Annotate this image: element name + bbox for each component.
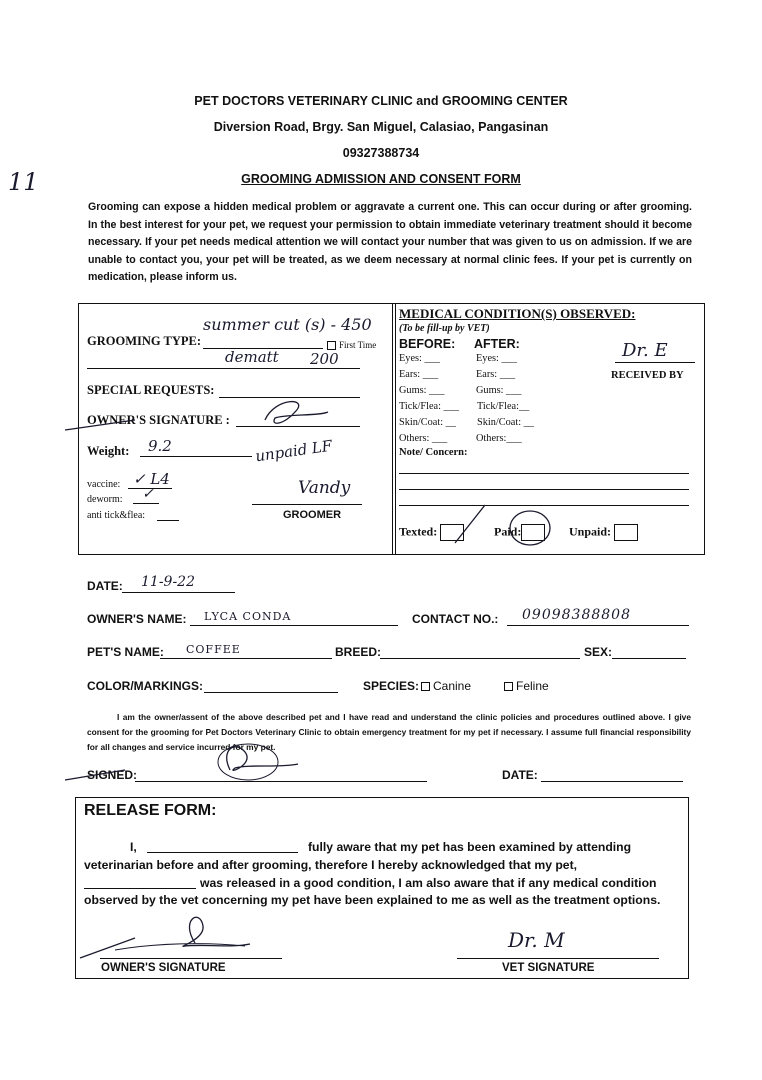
release-owner-label: OWNER'S SIGNATURE: [101, 962, 226, 974]
owner-signature-mark: [60, 392, 340, 437]
release-vet-label: VET SIGNATURE: [502, 962, 595, 974]
release-title: RELEASE FORM:: [84, 802, 217, 819]
consent-signature-mark: [60, 740, 320, 785]
grooming-type-label: GROOMING TYPE:: [87, 334, 202, 348]
color-line[interactable]: [204, 692, 338, 693]
antitick-label: anti tick&flea:: [87, 510, 146, 521]
canine-option[interactable]: [421, 679, 471, 693]
color-label: COLOR/MARKINGS:: [87, 679, 203, 693]
first-time-option[interactable]: [327, 340, 376, 350]
release-pet-line[interactable]: [84, 888, 196, 889]
medical-subtitle: (To be fill-up by VET): [399, 323, 490, 334]
owner-name-value[interactable]: LYCA CONDA: [204, 610, 292, 623]
note-label: Note/ Concern:: [399, 447, 468, 458]
consent-text: I am the owner/assent of the above described pet and I have read and understand the clinic policies and procedures outlined above. I give consent for the grooming for Pet Doctors Veterinary Clinic to obtain emergency treatment for my pet if necessary. I assume full financial responsibility for all changes and service incurred for my pet.: [87, 712, 691, 752]
before-gums: Gums: ___: [399, 385, 445, 396]
paid-label: Paid:: [494, 524, 522, 539]
vaccine-value[interactable]: ✓ L4: [133, 470, 170, 488]
breed-line[interactable]: [380, 658, 580, 659]
received-by-signature: Dr. E: [622, 340, 668, 361]
weight-value[interactable]: 9.2: [148, 437, 172, 455]
vaccine-label: vaccine:: [87, 479, 121, 490]
groomer-signature: Vandy: [298, 478, 351, 498]
after-gums: Gums: ___: [476, 385, 522, 396]
release-line3: was released in a good condition, I am also aware that if any medical condition: [200, 876, 657, 890]
feline-label: Feline: [516, 679, 549, 693]
date-value[interactable]: 11-9-22: [141, 574, 195, 590]
grooming-type-value[interactable]: summer cut (s) - 450: [203, 315, 372, 334]
before-others: Others: ___: [399, 433, 448, 444]
unpaid-option[interactable]: [569, 524, 638, 541]
note-line-2[interactable]: [399, 489, 689, 490]
first-time-checkbox[interactable]: [327, 341, 336, 350]
consent-date-label: DATE:: [502, 768, 538, 782]
release-line1: fully aware that my pet has been examined by attending: [308, 840, 632, 854]
deworm-value[interactable]: ✓: [142, 486, 154, 502]
first-time-label: First Time: [339, 340, 377, 350]
after-ears: Ears: ___: [476, 369, 516, 380]
release-line4: observed by the vet concerning my pet have been explained to me as well as the treatment options.: [84, 893, 661, 907]
feline-option[interactable]: [504, 679, 549, 693]
signed-label: SIGNED:: [87, 768, 138, 782]
owner-name-label: OWNER'S NAME:: [87, 612, 187, 626]
clinic-address: Diversion Road, Brgy. San Miguel, Calasiao, Pangasinan: [213, 120, 549, 134]
received-by-label: RECEIVED BY: [611, 370, 684, 381]
release-line2: veterinarian before and after grooming, therefore I hereby acknowledged that my pet,: [84, 858, 578, 872]
pet-name-label: PET'S NAME:: [87, 645, 164, 659]
grooming-type-value-2[interactable]: dematt: [225, 348, 279, 366]
groomer-label: GROOMER: [283, 509, 342, 521]
pet-name-value[interactable]: COFFEE: [186, 643, 241, 656]
consent-date-line[interactable]: [541, 781, 683, 782]
release-owner-signature-mark: [75, 908, 295, 968]
texted-label: Texted:: [399, 524, 438, 539]
release-vet-signature: Dr. M: [508, 928, 565, 952]
feline-checkbox[interactable]: [504, 682, 513, 691]
contact-value[interactable]: 09098388808: [522, 607, 631, 623]
clinic-name: PET DOCTORS VETERINARY CLINIC and GROOMING CENTER: [194, 94, 568, 108]
intro-paragraph: Grooming can expose a hidden medical problem or aggravate a current one. This can occur during or after grooming. In the best interest for your pet, we request your permission to obtain immediate veterinary treatment should it become necessary. If your pet needs medical attention we will contact your number that was given to us on admission. If we are unable to contact you, your pet will be treated, as we deem necessary at normal clinic fees. If your pet is currently on medication, please inform us.: [88, 201, 692, 284]
contact-line: [507, 625, 689, 626]
release-owner-line[interactable]: [100, 958, 282, 959]
unpaid-label: Unpaid:: [569, 524, 612, 539]
grooming-type-value-3[interactable]: 200: [310, 350, 339, 368]
release-i-label: I,: [130, 840, 137, 854]
deworm-line: [133, 503, 159, 504]
contact-label: CONTACT NO.:: [412, 612, 499, 626]
received-by-line: [615, 362, 695, 363]
medical-title: MEDICAL CONDITION(S) OBSERVED:: [399, 306, 636, 321]
owner-signature-label: OWNER'S SIGNATURE :: [87, 413, 230, 427]
after-others: Others:___: [476, 433, 522, 444]
before-label: BEFORE:: [399, 337, 456, 351]
date-line: [122, 592, 235, 593]
paid-mark: [440, 495, 560, 550]
owner-name-line: [190, 625, 398, 626]
canine-checkbox[interactable]: [421, 682, 430, 691]
groomer-note: unpaid LF: [254, 436, 334, 466]
after-skin: Skin/Coat: __: [477, 417, 534, 428]
weight-label: Weight:: [87, 444, 130, 458]
species-label: SPECIES:: [363, 679, 420, 693]
sex-line[interactable]: [612, 658, 686, 659]
note-line-1[interactable]: [399, 473, 689, 474]
canine-label: Canine: [433, 679, 472, 693]
clinic-phone: 09327388734: [342, 146, 420, 160]
release-vet-line[interactable]: [457, 958, 659, 959]
special-requests-label: SPECIAL REQUESTS:: [87, 383, 215, 397]
breed-label: BREED:: [335, 645, 382, 659]
groomer-line: [252, 504, 362, 505]
before-ears: Ears: ___: [399, 369, 439, 380]
before-eyes: Eyes: ___: [399, 353, 440, 364]
weight-line: [140, 456, 252, 457]
unpaid-checkbox[interactable]: [614, 524, 638, 541]
date-label: DATE:: [87, 579, 123, 593]
release-name-line[interactable]: [147, 852, 298, 853]
before-skin: Skin/Coat: __: [399, 417, 456, 428]
after-eyes: Eyes: ___: [476, 353, 517, 364]
form-title: GROOMING ADMISSION AND CONSENT FORM: [241, 172, 521, 186]
after-tick: Tick/Flea:__: [477, 401, 530, 412]
grooming-type-line-2: [87, 368, 360, 369]
deworm-label: deworm:: [87, 494, 123, 505]
margin-note: 11: [8, 168, 39, 196]
before-tick: Tick/Flea: ___: [399, 401, 459, 412]
pet-name-line: [160, 658, 332, 659]
antitick-line[interactable]: [157, 520, 179, 521]
sex-label: SEX:: [584, 645, 613, 659]
after-label: AFTER:: [474, 337, 520, 351]
